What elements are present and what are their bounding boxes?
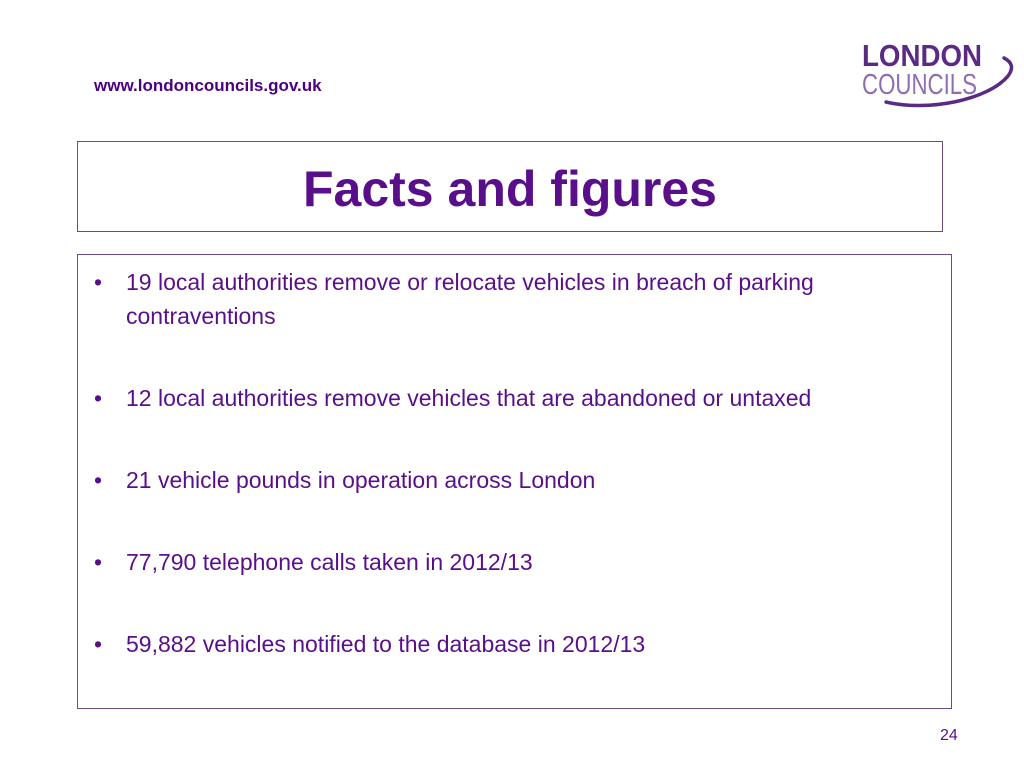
list-item xyxy=(92,545,922,579)
bullet-text: 59,882 vehicles notified to the database in 2012/13 xyxy=(126,631,646,657)
bullet-icon: • xyxy=(94,269,103,295)
slide-content-box xyxy=(77,254,952,709)
page-number: 24 xyxy=(940,727,958,744)
list-item xyxy=(92,463,922,497)
london-councils-logo xyxy=(858,36,1014,108)
list-item xyxy=(92,381,922,415)
list-item xyxy=(92,627,922,661)
logo-line1: LONDON xyxy=(862,38,982,73)
bullet-list xyxy=(92,265,922,661)
logo-line2: COUNCILS xyxy=(862,69,977,101)
slide-title: Facts and figures xyxy=(303,160,717,217)
bullet-icon: • xyxy=(94,467,103,493)
bullet-icon: • xyxy=(94,549,103,575)
slide-title-box xyxy=(77,141,943,232)
site-url[interactable]: www.londoncouncils.gov.uk xyxy=(94,76,322,95)
bullet-text: 19 local authorities remove or relocate vehicles in breach of parking contraventions xyxy=(126,269,814,329)
bullet-icon: • xyxy=(94,385,103,411)
bullet-icon: • xyxy=(94,631,103,657)
bullet-text: 77,790 telephone calls taken in 2012/13 xyxy=(126,549,533,575)
list-item xyxy=(92,265,922,333)
bullet-text: 21 vehicle pounds in operation across London xyxy=(126,467,596,493)
bullet-text: 12 local authorities remove vehicles that are abandoned or untaxed xyxy=(126,385,812,411)
